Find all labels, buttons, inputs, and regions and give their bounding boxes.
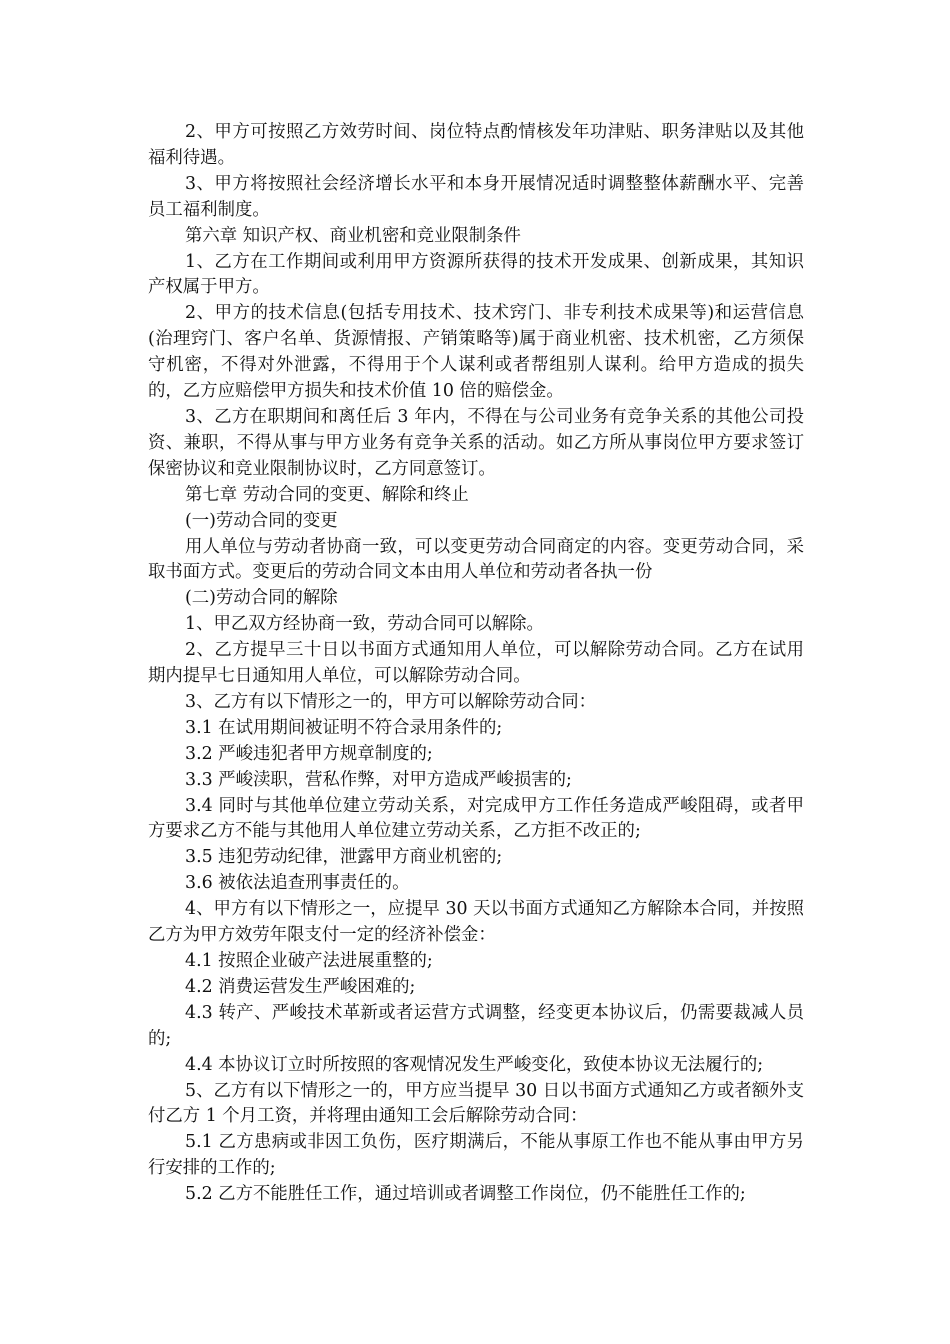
document-body [148, 120, 804, 1208]
list-item: 3.5 违犯劳动纪律，泄露甲方商业机密的; [185, 847, 503, 868]
paragraph: 4、甲方有以下情形之一，应提早 30 天以书面方式通知乙方解除本合同，并按照乙方为甲方效劳年限支付一定的经济补偿金： [148, 899, 804, 946]
list-item: 3.2 严峻违犯者甲方规章制度的; [185, 743, 433, 764]
paragraph: 3、乙方在职期间和离任后 3 年内，不得在与公司业务有竞争关系的其他公司投资、兼职，不得从事与甲方业务有竞争关系的活动。如乙方所从事岗位甲方要求签订保密协议和竞业限制协议时，乙方同意签订。 [148, 406, 804, 479]
section-heading: (一)劳动合同的变更 [185, 510, 338, 531]
list-item: 4.4 本协议订立时所按照的客观情况发生严峻变化，致使本协议无法履行的; [185, 1054, 764, 1075]
chapter-heading: 第七章 劳动合同的变更、解除和终止 [185, 484, 469, 505]
paragraph: 2、甲方的技术信息(包括专用技术、技术窍门、非专利技术成果等)和运营信息(治理窍门、客户名单、货源情报、产销策略等)属于商业机密、技术机密，乙方须保守机密，不得对外泄露，不得用于个人谋利或者帮组别人谋利。给甲方造成的损失的，乙方应赔偿甲方损失和技术价值 10 倍的赔偿金。 [148, 303, 804, 402]
list-item: 5.1 乙方患病或非因工负伤，医疗期满后，不能从事原工作也不能从事由甲方另行安排的工作的; [148, 1132, 804, 1179]
paragraph: 用人单位与劳动者协商一致，可以变更劳动合同商定的内容。变更劳动合同，采取书面方式。变更后的劳动合同文本由用人单位和劳动者各执一份 [148, 536, 804, 583]
list-item: 4.3 转产、严峻技术革新或者运营方式调整，经变更本协议后，仍需要裁减人员的; [148, 1002, 804, 1049]
paragraph: 1、乙方在工作期间或利用甲方资源所获得的技术开发成果、创新成果，其知识产权属于甲方。 [148, 251, 804, 298]
chapter-heading: 第六章 知识产权、商业机密和竞业限制条件 [185, 225, 521, 246]
list-item: 3.4 同时与其他单位建立劳动关系，对完成甲方工作任务造成严峻阻碍，或者甲方要求乙方不能与其他用人单位建立劳动关系，乙方拒不改正的; [148, 795, 804, 842]
paragraph: 1、甲乙双方经协商一致，劳动合同可以解除。 [185, 614, 544, 635]
paragraph: 3、乙方有以下情形之一的，甲方可以解除劳动合同： [185, 691, 597, 712]
list-item: 3.6 被依法追查刑事责任的。 [185, 873, 410, 894]
section-heading: (二)劳动合同的解除 [185, 588, 338, 609]
list-item: 5.2 乙方不能胜任工作，通过培训或者调整工作岗位，仍不能胜任工作的; [185, 1184, 746, 1205]
paragraph: 2、乙方提早三十日以书面方式通知用人单位，可以解除劳动合同。乙方在试用期内提早七日通知用人单位，可以解除劳动合同。 [148, 640, 804, 687]
list-item: 3.1 在试用期间被证明不符合录用条件的; [185, 717, 503, 738]
list-item: 3.3 严峻渎职，营私作弊，对甲方造成严峻损害的; [185, 769, 572, 790]
list-item: 4.1 按照企业破产法进展重整的; [185, 951, 433, 971]
paragraph: 2、甲方可按照乙方效劳时间、岗位特点酌情核发年功津贴、职务津贴以及其他福利待遇。 [148, 122, 804, 168]
paragraph: 3、甲方将按照社会经济增长水平和本身开展情况适时调整整体薪酬水平、完善员工福利制度。 [148, 173, 804, 220]
list-item: 4.2 消费运营发生严峻困难的; [185, 976, 416, 997]
paragraph: 5、乙方有以下情形之一的，甲方应当提早 30 日以书面方式通知乙方或者额外支付乙方 1 个月工资，并将理由通知工会后解除劳动合同： [148, 1080, 804, 1127]
